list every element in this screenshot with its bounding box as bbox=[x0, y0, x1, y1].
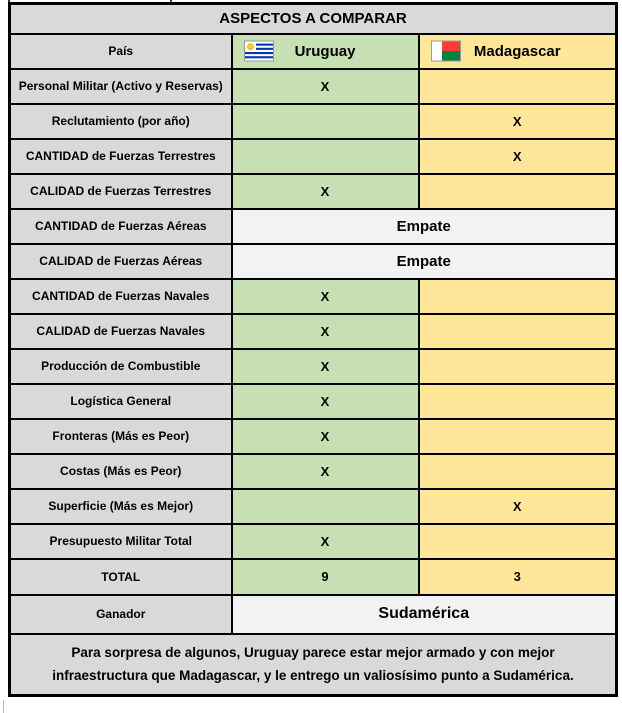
madagascar-mark-cell bbox=[419, 174, 617, 209]
aspect-label: Reclutamiento (por año) bbox=[10, 104, 232, 139]
winner-value: Sudamérica bbox=[232, 595, 617, 634]
madagascar-header-cell bbox=[419, 34, 617, 69]
empate-cell: Empate bbox=[232, 209, 617, 244]
madagascar-mark-cell bbox=[419, 454, 617, 489]
aspect-label: Logística General bbox=[10, 384, 232, 419]
aspect-row bbox=[10, 279, 617, 314]
aspect-label: CALIDAD de Fuerzas Terrestres bbox=[10, 174, 232, 209]
aspect-row bbox=[10, 349, 617, 384]
gridline-remnant-bottom-left bbox=[3, 700, 4, 713]
madagascar-mark-cell bbox=[419, 349, 617, 384]
uruguay-mark-cell: X bbox=[232, 69, 419, 104]
madagascar-mark-cell bbox=[419, 384, 617, 419]
uruguay-mark-cell: X bbox=[232, 314, 419, 349]
aspect-rows bbox=[10, 69, 617, 559]
uruguay-mark-cell: X bbox=[232, 524, 419, 559]
total-uruguay-value: 9 bbox=[232, 559, 419, 595]
comparison-table bbox=[8, 2, 618, 697]
madagascar-mark-cell bbox=[419, 314, 617, 349]
aspect-row bbox=[10, 454, 617, 489]
aspect-row bbox=[10, 489, 617, 524]
aspect-label: CANTIDAD de Fuerzas Aéreas bbox=[10, 209, 232, 244]
footer-row bbox=[10, 634, 617, 696]
madagascar-header-label: Madagascar bbox=[473, 42, 561, 60]
madagascar-mark-cell: X bbox=[419, 489, 617, 524]
aspect-label: CANTIDAD de Fuerzas Navales bbox=[10, 279, 232, 314]
aspect-row bbox=[10, 174, 617, 209]
aspect-row bbox=[10, 244, 617, 279]
total-label: TOTAL bbox=[10, 559, 232, 595]
aspect-label: CANTIDAD de Fuerzas Terrestres bbox=[10, 139, 232, 174]
uruguay-mark-cell: X bbox=[232, 174, 419, 209]
total-row bbox=[10, 559, 617, 595]
aspect-label: Producción de Combustible bbox=[10, 349, 232, 384]
uruguay-header-label: Uruguay bbox=[294, 42, 356, 60]
aspect-row bbox=[10, 209, 617, 244]
uruguay-mark-cell: X bbox=[232, 419, 419, 454]
aspect-row bbox=[10, 524, 617, 559]
uruguay-mark-cell bbox=[232, 104, 419, 139]
aspect-row bbox=[10, 314, 617, 349]
uruguay-header-cell bbox=[232, 34, 419, 69]
aspect-label: Costas (Más es Peor) bbox=[10, 454, 232, 489]
winner-label: Ganador bbox=[10, 595, 232, 634]
aspect-row bbox=[10, 384, 617, 419]
madagascar-mark-cell bbox=[419, 279, 617, 314]
footer-note-line-2: infraestructura que Madagascar, y le entrego un valiosísimo punto a Sudamérica. bbox=[52, 668, 574, 684]
total-madagascar-value: 3 bbox=[419, 559, 617, 595]
uruguay-mark-cell bbox=[232, 489, 419, 524]
aspect-label: Fronteras (Más es Peor) bbox=[10, 419, 232, 454]
madagascar-mark-cell bbox=[419, 419, 617, 454]
table-title: ASPECTOS A COMPARAR bbox=[10, 4, 617, 34]
winner-row bbox=[10, 595, 617, 634]
aspect-label: Superficie (Más es Mejor) bbox=[10, 489, 232, 524]
madagascar-mark-cell: X bbox=[419, 104, 617, 139]
uruguay-mark-cell bbox=[232, 139, 419, 174]
uruguay-mark-cell: X bbox=[232, 279, 419, 314]
empate-cell: Empate bbox=[232, 244, 617, 279]
aspect-row bbox=[10, 139, 617, 174]
table-title-row bbox=[10, 4, 617, 34]
aspect-label: Presupuesto Militar Total bbox=[10, 524, 232, 559]
uruguay-flag-icon bbox=[245, 42, 273, 61]
country-header-row bbox=[10, 34, 617, 69]
footer-note bbox=[10, 634, 617, 696]
aspect-label: CALIDAD de Fuerzas Aéreas bbox=[10, 244, 232, 279]
footer-note-line-1: Para sorpresa de algunos, Uruguay parece estar mejor armado y con mejor bbox=[71, 645, 555, 661]
aspect-row bbox=[10, 104, 617, 139]
uruguay-mark-cell: X bbox=[232, 349, 419, 384]
madagascar-mark-cell: X bbox=[419, 139, 617, 174]
madagascar-flag-icon bbox=[432, 42, 460, 61]
aspect-row bbox=[10, 419, 617, 454]
pais-header-label: País bbox=[10, 34, 232, 69]
aspect-row bbox=[10, 69, 617, 104]
uruguay-mark-cell: X bbox=[232, 384, 419, 419]
uruguay-mark-cell: X bbox=[232, 454, 419, 489]
aspect-label: CALIDAD de Fuerzas Navales bbox=[10, 314, 232, 349]
madagascar-mark-cell bbox=[419, 69, 617, 104]
madagascar-mark-cell bbox=[419, 524, 617, 559]
aspect-label: Personal Militar (Activo y Reservas) bbox=[10, 69, 232, 104]
